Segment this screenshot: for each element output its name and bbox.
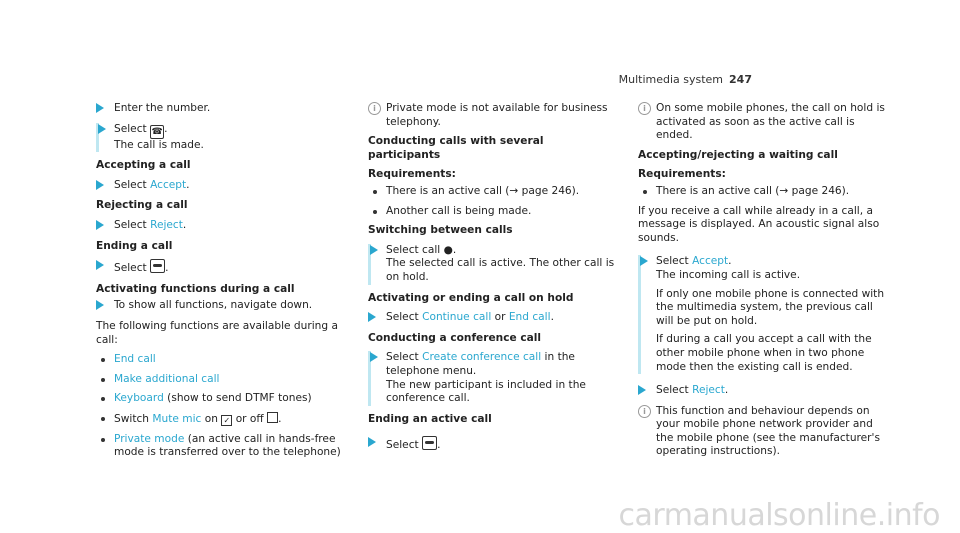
- requirements-label: Requirements:: [638, 168, 726, 181]
- list-item: Switch Mute mic on ✓ or off .: [96, 412, 346, 427]
- note-private-mode: i Private mode is not available for business telephony.: [368, 102, 618, 129]
- end-call-icon: [422, 436, 437, 450]
- page-number: 247: [729, 73, 752, 86]
- heading-activating-functions: Activating functions during a call: [96, 282, 295, 295]
- step-arrow-icon: [370, 245, 378, 255]
- step-arrow-icon: [640, 256, 648, 266]
- heading-waiting-call: Accepting/rejecting a waiting call: [638, 148, 838, 161]
- step-create-conference: Select Create conference call in the telephone menu. The new participant is included in the conference call.: [368, 351, 618, 405]
- step-select-call: Select call ●. The selected call is active. The other call is on hold.: [368, 244, 618, 285]
- end-call-link[interactable]: End call: [508, 311, 551, 324]
- step-select-end-active: Select .: [368, 436, 618, 453]
- step-arrow-icon: [368, 312, 376, 322]
- receive-text: If you receive a call while already in a call, a message is displayed. An acoustic signal also sounds.: [638, 204, 880, 244]
- heading-call-on-hold: Activating or ending a call on hold: [368, 291, 574, 304]
- end-call-icon: [150, 259, 165, 273]
- list-item: Keyboard (show to send DTMF tones): [96, 392, 346, 406]
- column-3: [638, 102, 888, 465]
- note-call-on-hold: i On some mobile phones, the call on hold is activated as soon as the active call is ended.: [638, 102, 888, 143]
- column-2: [368, 102, 618, 460]
- info-icon: i: [638, 405, 651, 418]
- accept-link[interactable]: Accept: [692, 255, 729, 268]
- heading-ending-active-call: Ending an active call: [368, 412, 492, 425]
- step-arrow-icon: [638, 385, 646, 395]
- step-arrow-icon: [96, 220, 104, 230]
- checked-box-icon: ✓: [221, 415, 232, 426]
- step-select-accept: Select Accept. The incoming call is active. If only one mobile phone is connected with the multimedia system, the previous call will be put on hold. If during a call you accept a call with the other mobile phone when in two phone mode then the existing call is ended.: [638, 255, 888, 374]
- list-item: Another call is being made.: [368, 205, 618, 219]
- step-select-accept: Select Accept.: [96, 179, 346, 193]
- step-arrow-icon: [96, 260, 104, 270]
- step-enter-number: Enter the number.: [96, 102, 346, 116]
- watermark: carmanualsonline.info: [618, 498, 940, 533]
- step-arrow-icon: [96, 103, 104, 113]
- function-list: [96, 353, 346, 460]
- list-item: There is an active call (→ page 246).: [638, 185, 888, 199]
- step-arrow-icon: [96, 300, 104, 310]
- dial-phone-icon: ☎: [151, 126, 163, 137]
- requirements-list: [368, 185, 618, 218]
- step-select-reject: Select Reject.: [96, 219, 346, 233]
- step-arrow-icon: [96, 180, 104, 190]
- heading-accepting-call: Accepting a call: [96, 159, 191, 172]
- step-arrow-icon: [98, 124, 106, 134]
- accept-link[interactable]: Accept: [150, 178, 187, 191]
- step-select-dial: Select ☎. The call is made.: [96, 123, 346, 153]
- make-additional-call-link[interactable]: Make additional call: [114, 372, 220, 385]
- list-item: There is an active call (→ page 246).: [368, 185, 618, 199]
- step-select-reject: Select Reject.: [638, 384, 888, 398]
- private-mode-link[interactable]: Private mode: [114, 432, 185, 445]
- unchecked-box-icon: [267, 412, 278, 423]
- note-function-depends: i This function and behaviour depends on your mobile phone network provider and the mobile phone (see the manufacturer's operating instructions).: [638, 405, 888, 459]
- list-item: Private mode (an active call in hands-free mode is transferred over to the telephone): [96, 433, 346, 460]
- heading-ending-call: Ending a call: [96, 239, 173, 252]
- create-conference-call-link[interactable]: Create conference call: [422, 351, 542, 364]
- following-text: The following functions are available during a call:: [96, 319, 338, 346]
- info-icon: i: [638, 102, 651, 115]
- heading-conference-call: Conducting a conference call: [368, 331, 542, 344]
- step-select-end: Select .: [96, 259, 346, 276]
- step-continue-end: Select Continue call or End call.: [368, 311, 618, 325]
- heading-several-participants: Conducting calls with several participants: [368, 135, 544, 161]
- requirements-list: [638, 185, 888, 199]
- page-header: [619, 73, 752, 87]
- requirements-label: Requirements:: [368, 168, 456, 181]
- reject-link[interactable]: Reject: [692, 384, 725, 397]
- heading-rejecting-call: Rejecting a call: [96, 199, 188, 212]
- info-icon: i: [368, 102, 381, 115]
- list-item: [96, 353, 346, 367]
- keyboard-link[interactable]: Keyboard: [114, 392, 164, 405]
- column-1: [96, 102, 346, 466]
- reject-link[interactable]: Reject: [150, 218, 183, 231]
- continue-call-link[interactable]: Continue call: [422, 311, 492, 324]
- section-title: Multimedia system: [618, 73, 724, 86]
- end-call-link[interactable]: End call: [114, 353, 156, 366]
- heading-switching-calls: Switching between calls: [368, 224, 513, 237]
- step-arrow-icon: [368, 437, 376, 447]
- mute-mic-link[interactable]: Mute mic: [152, 412, 202, 425]
- step-arrow-icon: [370, 352, 378, 362]
- list-item: [96, 373, 346, 387]
- step-show-all: To show all functions, navigate down.: [96, 299, 346, 313]
